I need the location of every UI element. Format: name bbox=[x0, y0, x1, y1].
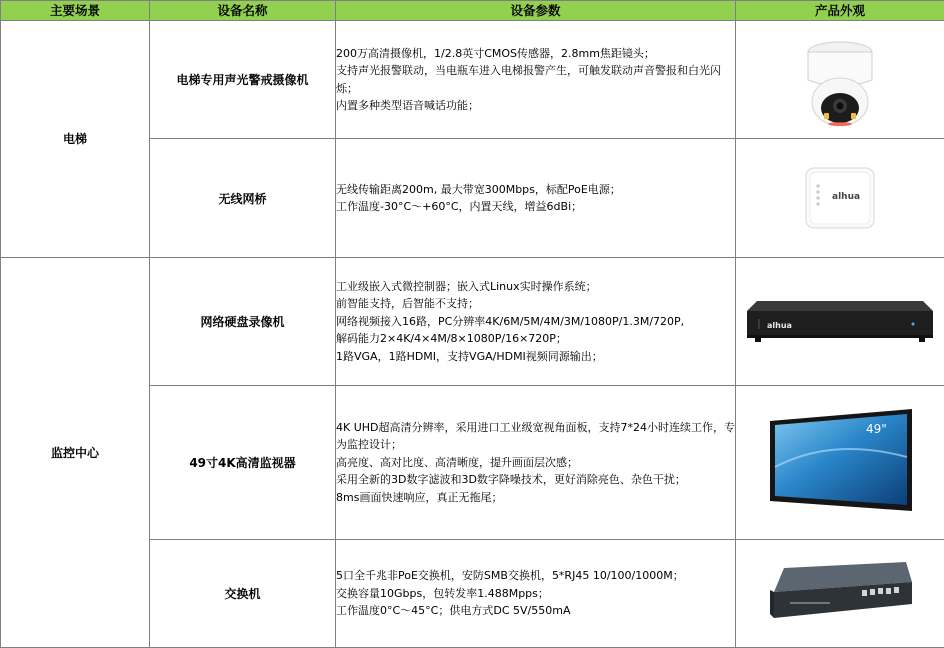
header-row bbox=[1, 1, 944, 21]
scene-monitoring-center: 监控中心 bbox=[1, 257, 150, 647]
param-line: 解码能力2×4K/4×4M/8×1080P/16×720P； bbox=[336, 332, 567, 346]
product-photo-cell bbox=[736, 257, 944, 385]
device-params bbox=[336, 139, 736, 257]
header-product-appearance: 产品外观 bbox=[736, 1, 944, 21]
param-line: 交换容量10Gbps，包转发率1.488Mpps； bbox=[336, 586, 549, 600]
product-photo-cell bbox=[736, 139, 944, 257]
device-name: 网络硬盘录像机 bbox=[150, 257, 336, 385]
device-params bbox=[336, 386, 736, 539]
product-photo-cell bbox=[736, 539, 944, 647]
brand-mark: alhua bbox=[767, 321, 792, 331]
header-device-name: 设备名称 bbox=[150, 1, 336, 21]
param-line: 无线传输距离200m, 最大带宽300Mbps，标配PoE电源； bbox=[336, 182, 621, 196]
device-name: 电梯专用声光警戒摄像机 bbox=[150, 21, 336, 139]
param-line: 200万高清摄像机，1/2.8英寸CMOS传感器，2.8mm焦距镜头； bbox=[336, 46, 655, 60]
network-switch-icon bbox=[766, 558, 914, 628]
param-line: 工作温度0°C～45°C；供电方式DC 5V/550mA bbox=[336, 604, 571, 618]
param-line: 工业级嵌入式微控制器；嵌入式Linux实时操作系统； bbox=[336, 279, 597, 293]
param-line: 前智能支持，后智能不支持； bbox=[336, 297, 479, 311]
param-line: 8ms画面快速响应，真正无拖尾； bbox=[336, 490, 503, 504]
param-line: 采用全新的3D数字滤波和3D数字降噪技术，更好消除亮色、杂色干扰； bbox=[336, 473, 686, 487]
scene-elevator: 电梯 bbox=[1, 21, 150, 258]
header-device-params: 设备参数 bbox=[336, 1, 736, 21]
param-line: 内置多种类型语音喊话功能； bbox=[336, 99, 479, 113]
dome-camera-icon bbox=[795, 30, 885, 130]
product-photo-cell bbox=[736, 21, 944, 139]
param-line: 高亮度、高对比度、高清晰度，提升画面层次感； bbox=[336, 455, 578, 469]
wireless-bridge-icon bbox=[804, 166, 876, 230]
table-row bbox=[1, 21, 944, 139]
device-name: 49寸4K高清监视器 bbox=[150, 386, 336, 539]
monitor-display-icon bbox=[762, 407, 918, 517]
param-line: 5口全千兆非PoE交换机，安防SMB交换机，5*RJ45 10/100/1000M； bbox=[336, 569, 684, 583]
param-line: 网络视频接入16路，PC分辨率4K/6M/5M/4M/3M/1080P/1.3M/720P, bbox=[336, 314, 685, 328]
device-params bbox=[336, 539, 736, 647]
device-params bbox=[336, 21, 736, 139]
device-params bbox=[336, 257, 736, 385]
brand-mark: alhua bbox=[832, 192, 861, 203]
header-scene: 主要场景 bbox=[1, 1, 150, 21]
device-name: 无线网桥 bbox=[150, 139, 336, 257]
device-name: 交换机 bbox=[150, 539, 336, 647]
size-label: 49" bbox=[866, 422, 887, 437]
param-line: 1路VGA，1路HDMI，支持VGA/HDMI视频同源输出； bbox=[336, 349, 603, 363]
param-line: 工作温度-30°C～+60°C，内置天线，增益6dBi； bbox=[336, 200, 583, 214]
param-line: 支持声光报警联动，当电瓶车进入电梯报警产生，可触发联动声音警报和白光闪烁； bbox=[336, 64, 721, 95]
table-row bbox=[1, 257, 944, 385]
nvr-recorder-icon bbox=[745, 295, 935, 347]
param-line: 4K UHD超高清分辨率，采用进口工业级宽视角面板，支持7*24小时连续工作，专为监控设计； bbox=[336, 420, 735, 452]
product-photo-cell bbox=[736, 386, 944, 539]
